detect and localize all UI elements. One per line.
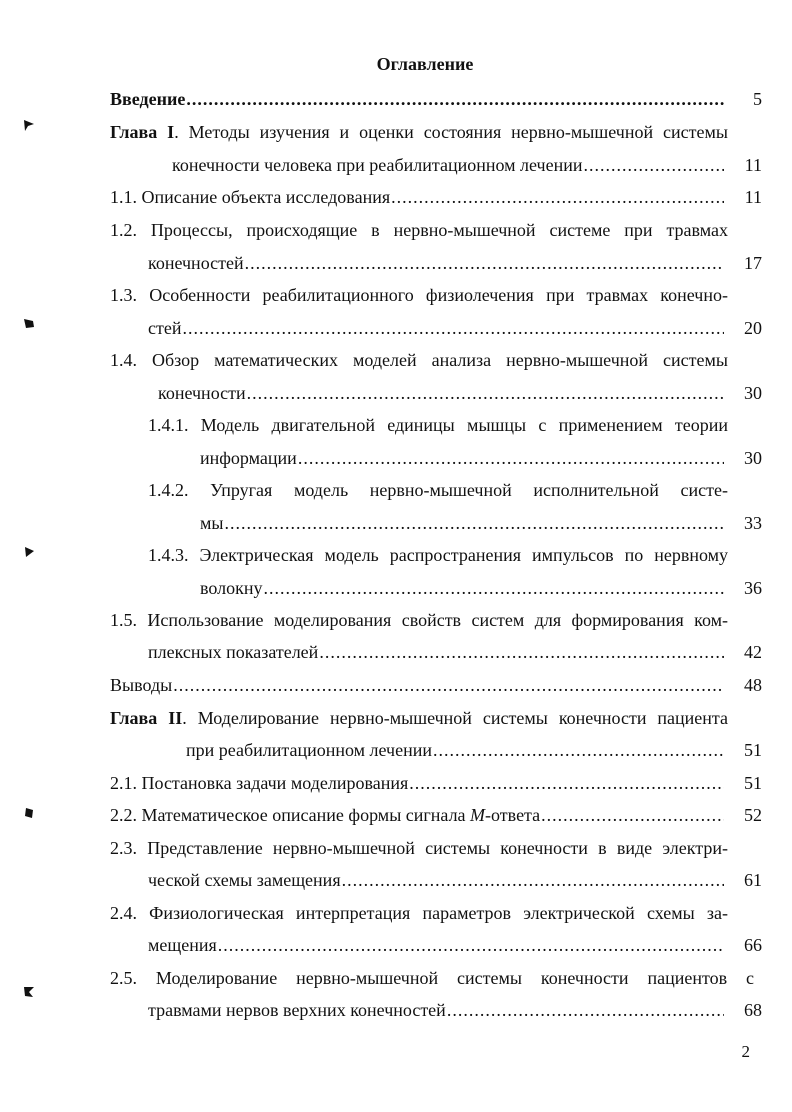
toc-entry-label: конечности (158, 383, 246, 403)
toc-entry-label: Выводы (110, 675, 173, 695)
toc-page-number: 66 (744, 935, 762, 955)
toc-chapter-1-line2 (172, 153, 724, 177)
toc-page-number: 11 (744, 155, 762, 175)
toc-entry-2-4-line1: 2.4. Физиологическая интерпретация параметров электрической схемы за- (110, 903, 728, 923)
toc-entry-2-2 (110, 803, 724, 827)
scan-mark-icon (22, 316, 36, 330)
toc-entry-label: информации (200, 448, 297, 468)
toc-entry-label: при реабилитационном лечении (186, 740, 432, 760)
toc-page-number: 68 (744, 1000, 762, 1020)
toc-entry-1-5-line2 (148, 640, 724, 664)
toc-entry-1-2-line1: 1.2. Процессы, происходящие в нервно-мышечной системе при травмах (110, 220, 728, 240)
toc-entry-label: плексных показателей (148, 642, 319, 662)
toc-page-number: 33 (744, 513, 762, 533)
chapter-title: . Методы изучения и оценки состояния нервно-мышечной системы (174, 122, 728, 142)
toc-entry-2-1 (110, 771, 724, 795)
toc-entry-label: 1.1. Описание объекта исследования (110, 187, 391, 207)
toc-entry-label-italic: M (470, 805, 486, 825)
toc-page-number: 51 (744, 740, 762, 760)
toc-entry-label: стей (148, 318, 182, 338)
toc-entry-label: конечности человека при реабилитационном лечении (172, 155, 583, 175)
toc-entry-label: мещения (148, 935, 217, 955)
toc-entry-1-3-line1: 1.3. Особенности реабилитационного физиолечения при травмах конечно- (110, 285, 728, 305)
toc-page-number: 42 (744, 642, 762, 662)
scan-mark-icon (22, 118, 36, 132)
toc-entry-label-text: 2.2. Математическое описание формы сигнала (110, 805, 471, 825)
toc-entry-1-4-2-line1: 1.4.2. Упругая модель нервно-мышечной исполнительной систе- (148, 480, 728, 500)
scan-mark-icon (22, 545, 36, 559)
toc-chapter-1-line1 (110, 120, 728, 144)
chapter-title: . Моделирование нервно-мышечной системы конечности пациента (182, 708, 728, 728)
toc-entry-1-4-1-line2 (200, 446, 724, 470)
toc-entry-2-3-line1: 2.3. Представление нервно-мышечной системы конечности в виде электри- (110, 838, 728, 858)
toc-entry-1-4-1-line1: 1.4.1. Модель двигательной единицы мышцы с применением теории (148, 415, 728, 435)
toc-entry-1-4-3-line2 (200, 576, 724, 600)
toc-page-number: 61 (744, 870, 762, 890)
toc-page-number: 51 (744, 773, 762, 793)
toc-page-number: 5 (753, 89, 762, 109)
chapter-label: Глава II (110, 708, 183, 728)
toc-entry-1-4-line2 (158, 381, 724, 405)
toc-page-number: 11 (744, 187, 762, 207)
toc-entry-label: 2.1. Постановка задачи моделирования (110, 773, 409, 793)
toc-entry-1-4-line1: 1.4. Обзор математических моделей анализа нервно-мышечной системы (110, 350, 728, 370)
toc-entry-introduction (110, 87, 724, 111)
toc-page-number: 36 (744, 578, 762, 598)
toc-page-number: 30 (744, 448, 762, 468)
toc-entry-label: Введение (110, 89, 186, 109)
toc-entry-1-2-line2 (148, 251, 724, 275)
toc-title: Оглавление (376, 54, 474, 74)
toc-entry-label (110, 803, 541, 827)
toc-page-number: 48 (744, 675, 762, 695)
toc-page-number: 20 (744, 318, 762, 338)
toc-page-number: 30 (744, 383, 762, 403)
page-number: 2 (741, 1042, 750, 1061)
toc-entry-label: травмами нервов верхних конечностей (148, 1000, 446, 1020)
toc-entry-label: мы (200, 513, 224, 533)
toc-entry-1-4-3-line1: 1.4.3. Электрическая модель распространения импульсов по нервному (148, 545, 728, 565)
toc-entry-label-suffix: -ответа (485, 805, 541, 825)
toc-entry-2-5-line1: 2.5. Моделирование нервно-мышечной системы конечности пациентов с (110, 968, 754, 988)
toc-chapter-2-line2 (186, 738, 724, 762)
toc-entry-label: ческой схемы замещения (148, 870, 341, 890)
chapter-label: Глава I (110, 122, 175, 142)
toc-entry-2-5-line2 (148, 998, 724, 1022)
toc-entry-label: волокну (200, 578, 263, 598)
scan-mark-icon (22, 806, 36, 820)
scan-mark-icon (22, 984, 36, 998)
toc-chapter-2-line1 (110, 706, 728, 730)
toc-page-number: 17 (744, 253, 762, 273)
toc-entry-1-4-2-line2 (200, 511, 724, 535)
toc-entry-2-4-line2 (148, 933, 724, 957)
toc-entry-2-3-line2 (148, 868, 724, 892)
toc-entry-1-5-line1: 1.5. Использование моделирования свойств систем для формирования ком- (110, 610, 728, 630)
toc-page-number: 52 (744, 805, 762, 825)
toc-entry-label: конечностей (148, 253, 244, 273)
toc-entry-conclusions (110, 673, 724, 697)
toc-entry-1-1 (110, 185, 724, 209)
toc-entry-1-3-line2 (148, 316, 724, 340)
